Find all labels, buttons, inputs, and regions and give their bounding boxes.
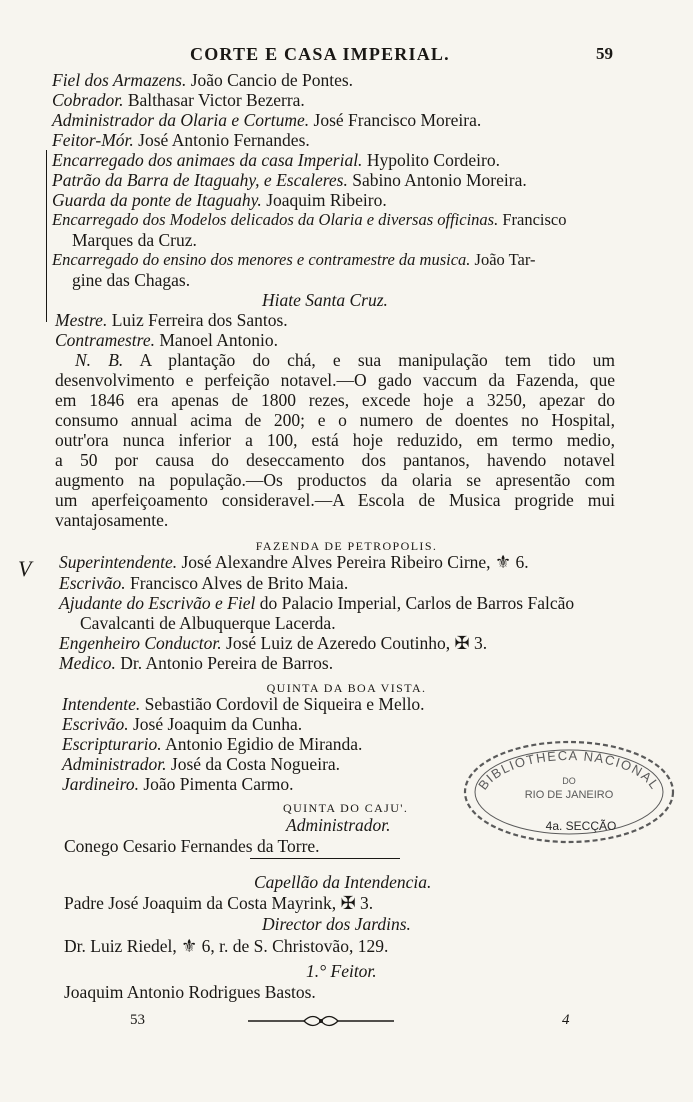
entry-capellao [64,893,373,913]
entry-name: Joaquim Ribeiro. [261,190,387,210]
entry-role: Fiel dos Armazens. [52,70,187,90]
section-heading: QUINTA DA BOA VISTA. [266,681,427,695]
nb-line-6: a 50 por causa do deseccamento dos pantanos, havendo notavel [55,450,615,470]
entry-role: Contramestre. [55,330,155,350]
entry-name: José Antonio Fernandes. [133,130,310,150]
entry-contramestre [55,330,278,350]
entry-name: João Cancio de Pontes. [186,70,354,90]
stamp-city: RIO DE JANEIRO [524,789,614,801]
hiate-heading [262,290,388,310]
entry-name: Hypolito Cordeiro. [362,150,500,170]
entry-suffix: 3. [469,633,488,653]
entry-name: João Pimenta Carmo. [138,774,294,794]
entry-name: Manoel Antonio. [154,330,278,350]
nb-line-1 [55,350,615,370]
stamp-do: DO [562,776,576,786]
entry-name: Francisco Alves de Brito Maia. [125,573,349,593]
entry-name: Dr. Luiz Riedel, [64,936,177,956]
nb-line-9: vantajosamente. [55,510,169,530]
entry-role: Superintendente. [59,552,178,572]
entry-role: Ajudante do Escrivão e Fiel [59,593,256,613]
entry-role: Engenheiro Conductor. [59,633,222,653]
nb-line-2: desenvolvimento e perfeição notavel.—O gado vaccum da Fazenda, que [55,370,615,390]
section-heading: Hiate Santa Cruz. [262,290,388,310]
entry-cobrador [52,90,305,110]
entry-role: Escrivão. [62,714,129,734]
entry-role: Encarregado dos Modelos delicados da Olaria e diversas officinas. [52,210,499,229]
cross-order-icon: ✠ [454,633,470,653]
entry-role: Patrão da Barra de Itaguahy, e Escaleres. [52,170,348,190]
section-heading: QUINTA DO CAJU'. [283,801,409,815]
page-number: 59 [596,44,613,63]
entry-name: Padre José Joaquim da Costa Mayrink, [64,893,337,913]
stamp-library-name: BIBLIOTHECA NACIONAL [475,747,663,793]
nb-line-7: augmento na população.—Os productos da olaria se apresentão com [55,470,615,490]
entry-suffix: 3. [355,893,374,913]
entry-name: José Francisco Moreira. [309,110,482,130]
entry-escrivao-petropolis [59,573,348,593]
entry-ensino [52,250,536,270]
entry-name: Dr. Antonio Pereira de Barros. [115,653,334,673]
tail-ornament [246,1014,396,1028]
nb-text: A plantação do chá, e sua manipulação tem tido um [123,350,615,370]
library-stamp [461,738,677,846]
entry-guarda [52,190,387,210]
entry-name: Balthasar Victor Bezerra. [123,90,305,110]
entry-intendente [62,694,425,714]
entry-name: José Alexandre Alves Pereira Ribeiro Cirne, [177,552,491,572]
entry-role: Director dos Jardins. [262,914,411,934]
rose-order-icon: ⚜ [494,552,512,572]
running-title: CORTE E CASA IMPERIAL. [190,44,450,64]
entry-name: Antonio Egidio de Miranda. [161,734,363,754]
check-mark: V [18,556,32,581]
entry-role: Encarregado do ensino dos menores e contramestre da musica. [52,250,471,269]
entry-feitor: Joaquim Antonio Rodrigues Bastos. [64,982,316,1002]
entry-fiel [52,70,353,90]
entry-role: Mestre. [55,310,108,330]
entry-name: José Luiz de Azeredo Coutinho, [221,633,451,653]
entry-medico [59,653,333,673]
entry-role: Administrador. [286,815,391,835]
nb-line-4: consumo annual acima de 200; e o numero de doentes no Hospital, [55,410,615,430]
entry-ensino-cont [72,270,190,290]
entry-modelos [52,210,567,230]
entry-feitor-mor [52,130,310,150]
caju-role [286,815,391,835]
director-role [262,914,411,934]
entry-role: Escrivão. [59,573,126,593]
nb-label: N. B. [75,350,124,370]
entry-modelos-cont [72,230,197,250]
rose-order-icon: ⚜ [181,936,198,956]
entry-animaes [52,150,500,170]
entry-name: Luiz Ferreira dos Santos. [107,310,288,330]
entry-escripturario [62,734,362,754]
entry-name: Sebastião Cordovil de Siqueira e Mello. [140,694,425,714]
entry-role: Guarda da ponte de Itaguahy. [52,190,262,210]
nb-line-5: outr'ora nunca inferior a 100, está hoje reduzido, em termo medio, [55,430,615,450]
entry-suffix: 6, r. de S. Christovão, 129. [197,936,389,956]
entry-name: José Joaquim da Cunha. [128,714,303,734]
entry-role: Medico. [59,653,116,673]
entry-role: Capellão da Intendencia. [254,872,432,892]
entry-director [64,936,388,956]
nb-line-8: um aperfeiçoamento consideravel.—A Escola de Musica progride mui [55,490,615,510]
entry-caju-administrador: Conego Cesario Fernandes da Torre. [64,836,320,856]
nb-line-3: em 1846 era apenas de 1800 rezes, excede hoje a 3250, apezar do [55,390,615,410]
entry-name: gine das Chagas. [72,270,191,290]
section-heading: FAZENDA DE PETROPOLIS. [255,539,438,553]
capellao-role [254,872,431,892]
entry-name: Sabino Antonio Moreira. [347,170,527,190]
entry-role: Intendente. [62,694,141,714]
page-header [0,40,693,66]
entry-role: Escripturario. [62,734,162,754]
entry-name: João Tar- [470,250,536,269]
margin-bracket [46,150,47,322]
entry-administrador-boa-vista [62,754,340,774]
entry-mestre [55,310,288,330]
entry-ajudante-cont: Cavalcanti de Albuquerque Lacerda. [80,613,336,633]
entry-role: Cobrador. [52,90,124,110]
section-divider [250,858,400,859]
entry-administrador-olaria [52,110,481,130]
entry-patrao [52,170,527,190]
quire-mark: 4 [562,1012,570,1028]
entry-suffix: 6. [511,552,529,572]
entry-role: 1.° Feitor. [306,961,377,981]
entry-name: do Palacio Imperial, Carlos de Barros Falcão [255,593,575,613]
entry-name: Marques da Cruz. [72,230,197,250]
entry-name: José da Costa Nogueira. [166,754,341,774]
entry-role: Encarregado dos animaes da casa Imperial. [52,150,363,170]
entry-role: Jardineiro. [62,774,139,794]
entry-name: Francisco [498,210,567,229]
stamp-section: 4a. SECÇÃO [545,819,617,833]
cross-order-icon: ✠ [340,893,356,913]
entry-escrivao-boa-vista [62,714,302,734]
entry-engenheiro [59,633,487,653]
entry-role: Feitor-Mór. [52,130,134,150]
entry-jardineiro [62,774,294,794]
entry-superintendente [59,552,529,572]
entry-role: Administrador da Olaria e Cortume. [52,110,310,130]
signature-mark: 53 [130,1012,145,1028]
entry-ajudante [59,593,574,613]
entry-role: Administrador. [62,754,167,774]
feitor-role [306,961,377,981]
